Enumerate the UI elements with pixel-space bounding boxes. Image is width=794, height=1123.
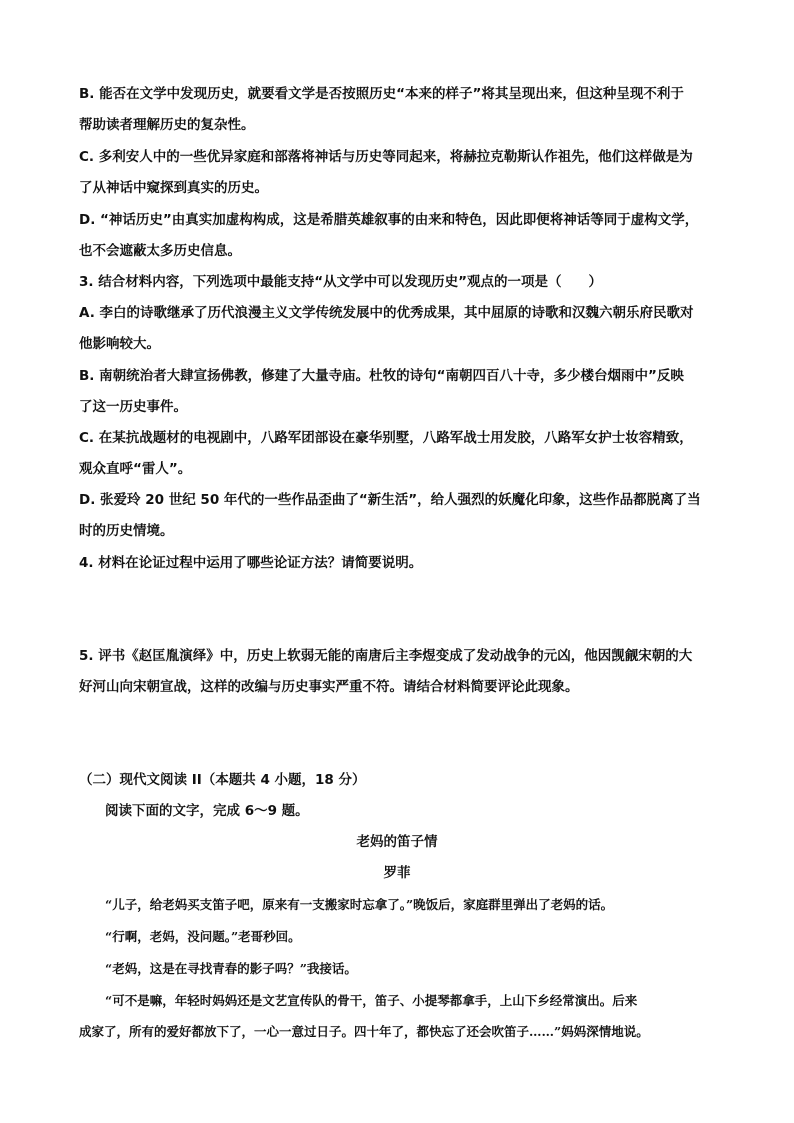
q2-option-b-line1: B. 能否在文学中发现历史，就要看文学是否按照历史“本来的样子”将其呈现出来，但这种呈现不利于 xyxy=(79,86,684,102)
q3-option-a-line1: A. 李白的诗歌继承了历代浪漫主义文学传统发展中的优秀成果，其中屈原的诗歌和汉魏六朝乐府民歌对 xyxy=(79,305,694,321)
q5-line1: 5. 评书《赵匡胤演绎》中，历史上软弱无能的南唐后主李煜变成了发动战争的元凶，他因觊觎宋朝的大 xyxy=(79,648,693,664)
story-paragraph-4-line2: 成家了，所有的爱好都放下了，一心一意过日子。四十年了，都快忘了还会吹笛子……”妈妈深情地说。 xyxy=(79,1024,649,1039)
story-title: 老妈的笛子情 xyxy=(356,834,438,850)
q3-option-d-line1: D. 张爱玲 20 世纪 50 年代的一些作品歪曲了“新生活”，给人强烈的妖魔化印象，这些作品都脱离了当 xyxy=(79,492,701,508)
story-paragraph-2: “行啊，老妈，没问题。”老哥秒回。 xyxy=(105,929,301,944)
q2-option-c-line2: 了从神话中窥探到真实的历史。 xyxy=(79,180,268,196)
story-paragraph-3: “老妈，这是在寻找青春的影子吗？”我接话。 xyxy=(105,961,357,976)
q4-stem: 4. 材料在论证过程中运用了哪些论证方法？请简要说明。 xyxy=(79,555,423,571)
q2-option-d-line2: 也不会遮蔽太多历史信息。 xyxy=(79,243,241,259)
q3-option-b-line1: B. 南朝统治者大肆宣扬佛教，修建了大量寺庙。杜牧的诗句“南朝四百八十寺，多少楼台烟雨中”反映 xyxy=(79,368,684,384)
q3-stem: 3. 结合材料内容，下列选项中最能支持“从文学中可以发现历史”观点的一项是（ ） xyxy=(79,274,602,290)
story-author: 罗菲 xyxy=(383,865,411,881)
story-paragraph-4-line1: “可不是嘛，年轻时妈妈还是文艺宣传队的骨干，笛子、小提琴都拿手，上山下乡经常演出。后来 xyxy=(105,993,638,1008)
section-heading: （二）现代文阅读 II（本题共 4 小题，18 分） xyxy=(79,772,366,788)
reading-instruction: 阅读下面的文字，完成 6～9 题。 xyxy=(105,803,309,819)
q3-option-c-line1: C. 在某抗战题材的电视剧中，八路军团部设在豪华别墅，八路军战士用发胶，八路军女护士妆容精致， xyxy=(79,430,693,446)
q2-option-b-line2: 帮助读者理解历史的复杂性。 xyxy=(79,117,255,133)
q3-option-b-line2: 了这一历史事件。 xyxy=(79,399,187,415)
q3-option-d-line2: 时的历史情境。 xyxy=(79,523,174,539)
q5-line2: 好河山向宋朝宣战，这样的改编与历史事实严重不符。请结合材料简要评论此现象。 xyxy=(79,679,579,695)
q2-option-d-line1: D. “神话历史”由真实加虚构构成，这是希腊英雄叙事的由来和特色，因此即便将神话等同于虚构文学， xyxy=(79,212,699,228)
story-paragraph-1: “儿子，给老妈买支笛子吧，原来有一支搬家时忘拿了。”晚饭后，家庭群里弹出了老妈的话。 xyxy=(105,897,614,912)
q3-option-a-line2: 他影响较大。 xyxy=(79,336,160,352)
q3-option-c-line2: 观众直呼“雷人”。 xyxy=(79,461,192,477)
q2-option-c-line1: C. 多利安人中的一些优异家庭和部落将神话与历史等同起来，将赫拉克勒斯认作祖先，他们这样做是为 xyxy=(79,149,693,165)
